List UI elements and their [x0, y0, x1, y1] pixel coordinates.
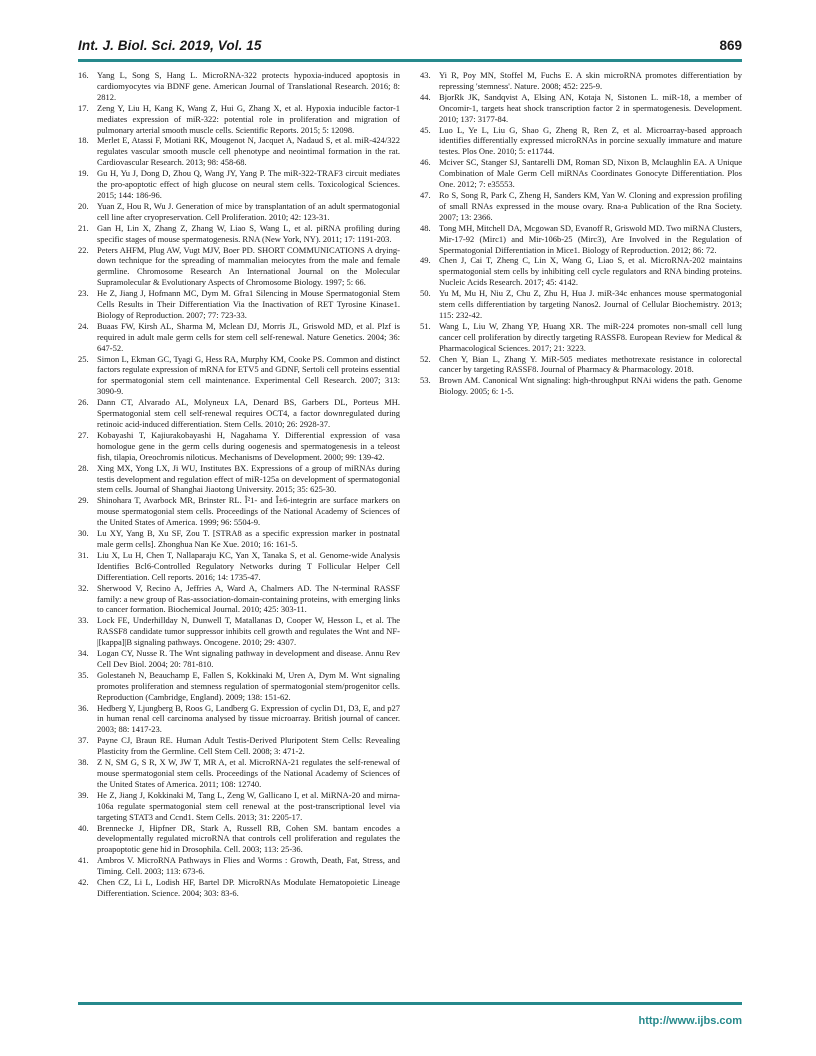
reference-number: 37. — [78, 735, 89, 746]
reference-number: 30. — [78, 528, 89, 539]
reference-item — [78, 877, 400, 899]
reference-text: Zeng Y, Liu H, Kang K, Wang Z, Hui G, Zhang X, et al. Hypoxia inducible factor-1 mediates expression of miR-322: potential role in proliferation and migration of pulmonary arterial smooth muscle cells. Scientific Reports. 2015; 5: 12098. — [97, 102, 400, 135]
reference-text: Yu M, Mu H, Niu Z, Chu Z, Zhu H, Hua J. miR-34c enhances mouse spermatogonial stem cells differentiation by targeting Nanos2. Journal of Cellular Biochemistry. 2013; 115: 232-42. — [439, 288, 742, 320]
reference-number: 52. — [420, 353, 431, 364]
reference-item — [78, 168, 400, 201]
reference-text: Yi R, Poy MN, Stoffel M, Fuchs E. A skin microRNA promotes differentiation by repressing 'stemness'. Nature. 2008; 452: 225-9. — [439, 70, 742, 91]
reference-text: He Z, Jiang J, Kokkinaki M, Tang L, Zeng W, Gallicano I, et al. MiRNA-20 and mirna-106a regulate spermatogonial stem cell renewal at the post-transcriptional level via targeting STAT3 and Ccnd1. Stem Cells. 2013; 31: 2205-17. — [97, 789, 400, 822]
reference-item — [420, 190, 742, 223]
reference-number: 33. — [78, 615, 89, 626]
reference-number: 35. — [78, 669, 89, 680]
reference-item — [78, 321, 400, 354]
reference-item — [78, 463, 400, 496]
reference-text: Chen Y, Bian L, Zhang Y. MiR-505 mediates methotrexate resistance in colorectal cancer by targeting RASSF8. Journal of Pharmacy & Pharmacology. 2018. — [439, 353, 742, 375]
reference-text: Liu X, Lu H, Chen T, Nallaparaju KC, Yan X, Tanaka S, et al. Genome-wide Analysis Identifies Bcl6-Controlled Regulatory Networks during T Follicular Helper Cell Differentiation. Cell reports. 2016; 14: 1735-47. — [97, 549, 400, 582]
reference-text: Merlet E, Atassi F, Motiani RK, Mougenot N, Jacquet A, Nadaud S, et al. miR-424/322 regulates vascular smooth muscle cell phenotype and neointimal formation in the rat. Cardiovascular Research. 2013; 98: 458-68. — [97, 135, 400, 168]
reference-item — [78, 823, 400, 856]
reference-text: Tong MH, Mitchell DA, Mcgowan SD, Evanoff R, Griswold MD. Two miRNA Clusters, Mir-17-92 (Mirc1) and Mir-106b-25 (Mirc3), Are Involved in the Regulation of Spermatogonial Differentiation in Mice1. Biology of Reproduction. 2012; 86: 72. — [439, 222, 742, 255]
reference-text: Gan H, Lin X, Zhang Z, Zhang W, Liao S, Wang L, et al. piRNA profiling during specific stages of mouse spermatogenesis. RNA (New York, NY). 2011; 17: 1191-203. — [97, 222, 400, 244]
reference-number: 17. — [78, 102, 89, 113]
reference-item — [420, 125, 742, 158]
journal-url-link[interactable]: http://www.ijbs.com — [638, 1015, 742, 1027]
reference-number: 40. — [78, 822, 89, 833]
reference-text: Hedberg Y, Ljungberg B, Roos G, Landberg G. Expression of cyclin D1, D3, E, and p27 in human renal cell carcinoma analysed by tissue microarray. British journal of cancer. 2003; 88: 1417-23. — [97, 702, 400, 735]
reference-number: 28. — [78, 462, 89, 473]
reference-number: 22. — [78, 244, 89, 255]
reference-text: Brennecke J, Hipfner DR, Stark A, Russell RB, Cohen SM. bantam encodes a developmentally regulated microRNA that controls cell proliferation and regulates the proapoptotic gene hid in Drosophila. Cell. 2003; 113: 25-36. — [97, 822, 400, 855]
reference-text: Buaas FW, Kirsh AL, Sharma M, Mclean DJ, Morris JL, Griswold MD, et al. Plzf is required in adult male germ cells for stem cell self-renewal. Nature Genetics. 2004; 36: 647-52. — [97, 320, 400, 353]
reference-number: 51. — [420, 320, 431, 331]
page-footer — [78, 1011, 742, 1029]
reference-item — [78, 757, 400, 790]
reference-text: Logan CY, Nusse R. The Wnt signaling pathway in development and disease. Annu Rev Cell Dev Biol. 2004; 20: 781-810. — [97, 648, 400, 669]
reference-item — [78, 790, 400, 823]
reference-number: 41. — [78, 855, 89, 866]
reference-text: Chen J, Cai T, Zheng C, Lin X, Wang G, Liao S, et al. MicroRNA-202 maintains spermatogonial stem cells by inhibiting cell cycle regulators and RNA binding proteins. Nucleic Acids Research. 2017; 45: 4142. — [439, 255, 742, 288]
reference-text: Sherwood V, Recino A, Jeffries A, Ward A, Chalmers AD. The N-terminal RASSF family: a new group of Ras-association-domain-containing proteins, with emerging links to cancer formation. Biochemical Journal. 2010; 425: 303-11. — [97, 582, 400, 615]
reference-item — [78, 103, 400, 136]
reference-number: 29. — [78, 495, 89, 506]
reference-text: He Z, Jiang J, Hofmann MC, Dym M. Gfra1 Silencing in Mouse Spermatogonial Stem Cells Results in Their Differentiation Via the Inactivation of RET Tyrosine Kinase1. Biology of Reproduction. 2007; 77: 723-33. — [97, 288, 400, 320]
reference-item — [78, 550, 400, 583]
reference-text: Kobayashi T, Kajiurakobayashi H, Nagahama Y. Differential expression of vasa homologue gene in the germ cells during oogenesis and spermatogenesis in a teleost fish, tilapia, Oreochromis niloticus. Mechanisms of Development. 2000; 99: 139-42. — [97, 429, 400, 462]
reference-text: Simon L, Ekman GC, Tyagi G, Hess RA, Murphy KM, Cooke PS. Common and distinct factors regulate expression of mRNA for ETV5 and GDNF, Sertoli cell proteins essential for spermatogonial stem cell maintenance. Experimental Cell Research. 2007; 313: 3090-9. — [97, 353, 400, 397]
reference-item — [420, 288, 742, 321]
reference-text: Payne CJ, Braun RE. Human Adult Testis-Derived Pluripotent Stem Cells: Revealing Plasticity from the Germline. Cell Stem Cell. 2008; 3: 471-2. — [97, 735, 400, 757]
reference-item — [78, 430, 400, 463]
reference-item — [78, 648, 400, 670]
references-column-right — [420, 70, 742, 899]
reference-item — [78, 670, 400, 703]
reference-number: 39. — [78, 789, 89, 800]
reference-item — [78, 495, 400, 528]
footer-rule — [78, 1002, 742, 1005]
reference-number: 31. — [78, 549, 89, 560]
reference-number: 44. — [420, 91, 431, 102]
reference-number: 47. — [420, 189, 431, 200]
reference-item — [78, 288, 400, 321]
reference-text: Peters AHFM, Plug AW, Vugt MJV, Boer PD. SHORT COMMUNICATIONS A drying-down technique for the spreading of mammalian meiocytes from the male and female germline. Chromosome Research An International Journal on the Molecular Supramolecular & Evolutionary Aspects of Chromosome Biology. 1997; 5: 66. — [97, 244, 400, 288]
reference-number: 42. — [78, 877, 89, 888]
references-column-left — [78, 70, 400, 899]
reference-item — [420, 157, 742, 190]
reference-text: Shinohara T, Avarbock MR, Brinster RL. Î²1- and Î±6-integrin are surface markers on mouse spermatogonial stem cells. Proceedings of the National Academy of Sciences of the United States of America. 1999; 96: 5504-9. — [97, 495, 400, 528]
reference-item — [420, 223, 742, 256]
reference-number: 20. — [78, 200, 89, 211]
reference-number: 23. — [78, 288, 89, 299]
reference-number: 36. — [78, 702, 89, 713]
reference-number: 19. — [78, 168, 89, 179]
reference-number: 24. — [78, 320, 89, 331]
reference-text: Ro S, Song R, Park C, Zheng H, Sanders KM, Yan W. Cloning and expression profiling of small RNAs expressed in the mouse ovary. Rna-a Publication of the Rna Society. 2007; 13: 2366. — [439, 189, 742, 222]
reference-item — [420, 321, 742, 354]
reference-text: Dann CT, Alvarado AL, Molyneux LA, Denard BS, Garbers DL, Porteus MH. Spermatogonial stem cell self-renewal requires OCT4, a factor downregulated during retinoic acid-induced differentiation. Stem Cells. 2010; 26: 2928-37. — [97, 397, 400, 429]
reference-number: 25. — [78, 353, 89, 364]
reference-item — [420, 354, 742, 376]
header-rule — [78, 59, 742, 62]
reference-text: Xing MX, Yong LX, Ji WU, Institutes BX. Expressions of a group of miRNAs during testis development and regulation effect of miR-125a on development of spermatogonial stem cells. Journal of Shanghai Jiaotong University. 2015; 35: 625-30. — [97, 462, 400, 495]
reference-text: Golestaneh N, Beauchamp E, Fallen S, Kokkinaki M, Uren A, Dym M. Wnt signaling promotes proliferation and stemness regulation of spermatogonial stem/progenitor cells. Reproduction (Cambridge, England). 2009; 138: 151-62. — [97, 669, 400, 702]
reference-item — [420, 70, 742, 92]
reference-item — [78, 583, 400, 616]
reference-number: 21. — [78, 222, 89, 233]
reference-number: 45. — [420, 124, 431, 135]
reference-item — [78, 528, 400, 550]
reference-number: 46. — [420, 157, 431, 168]
reference-number: 34. — [78, 648, 89, 659]
reference-number: 16. — [78, 70, 89, 80]
reference-text: Chen CZ, Li L, Lodish HF, Bartel DP. MicroRNAs Modulate Hematopoietic Lineage Differentiation. Science. 2004; 303: 83-6. — [97, 877, 400, 898]
reference-item — [420, 255, 742, 288]
reference-item — [78, 70, 400, 103]
reference-number: 43. — [420, 70, 431, 80]
reference-item — [78, 201, 400, 223]
references-section — [78, 70, 742, 899]
reference-item — [78, 245, 400, 289]
reference-item — [78, 397, 400, 430]
reference-text: Yang L, Song S, Hang L. MicroRNA-322 protects hypoxia-induced apoptosis in cardiomyocytes via BDNF gene. American Journal of Translational Research. 2016; 8: 2812. — [97, 70, 400, 102]
reference-text: Gu H, Yu J, Dong D, Zhou Q, Wang JY, Yang P. The miR-322-TRAF3 circuit mediates the pro-apoptotic effect of high glucose on neural stem cells. Toxicological Sciences. 2015; 144: 186-96. — [97, 168, 400, 200]
reference-item — [78, 615, 400, 648]
reference-text: Mciver SC, Stanger SJ, Santarelli DM, Roman SD, Nixon B, Mclaughlin EA. A Unique Combination of Male Germ Cell miRNAs Coordinates Gonocyte Differentiation. Plos One. 2012; 7: e35553. — [439, 157, 742, 190]
reference-number: 38. — [78, 757, 89, 768]
reference-number: 18. — [78, 135, 89, 146]
reference-text: Lu XY, Yang B, Xu SF, Zou T. [STRA8 as a specific expression marker in postnatal male germ cells]. Zhonghua Nan Ke Xue. 2010; 16: 161-5. — [97, 528, 400, 549]
reference-item — [78, 135, 400, 168]
reference-number: 32. — [78, 582, 89, 593]
reference-number: 26. — [78, 397, 89, 408]
reference-item — [78, 354, 400, 398]
reference-text: Wang L, Liu W, Zhang YP, Huang XR. The miR-224 promotes non-small cell lung cancer cell proliferation by directly targeting RASSF8. European Review for Medical & Pharmacological Sciences. 2017; 21: 3223. — [439, 320, 742, 353]
reference-item — [420, 92, 742, 125]
reference-text: BjorRk JK, Sandqvist A, Elsing AN, Kotaja N, Sistonen L. miR-18, a member of Oncomir-1, targets heat shock transcription factor 2 in spermatogenesis. Development. 2010; 137: 3177-84. — [439, 91, 742, 124]
reference-item — [78, 703, 400, 736]
reference-text: Brown AM. Canonical Wnt signaling: high-throughput RNAi widens the path. Genome Biology. 2005; 6: 1-5. — [439, 375, 742, 397]
reference-number: 50. — [420, 288, 431, 299]
reference-number: 53. — [420, 375, 431, 386]
reference-text: Yuan Z, Hou R, Wu J. Generation of mice by transplantation of an adult spermatogonial cell line after cryopreservation. Cell Proliferation. 2010; 42: 123-31. — [97, 200, 400, 222]
reference-item — [78, 735, 400, 757]
reference-text: Ambros V. MicroRNA Pathways in Flies and Worms : Growth, Death, Fat, Stress, and Timing. Cell. 2003; 113: 673-6. — [97, 855, 400, 877]
reference-number: 48. — [420, 222, 431, 233]
reference-item — [420, 375, 742, 397]
page-header — [78, 38, 742, 53]
reference-text: Z N, SM G, S R, X W, JW T, MR A, et al. MicroRNA-21 regulates the self-renewal of mouse spermatogonial stem cells. Proceedings of the National Academy of Sciences of the United States of America. 2011; 108: 12740. — [97, 757, 400, 789]
reference-item — [78, 223, 400, 245]
reference-item — [78, 855, 400, 877]
reference-text: Lock FE, Underhillday N, Dunwell T, Matallanas D, Cooper W, Hesson L, et al. The RASSF8 candidate tumor suppressor inhibits cell growth and regulates the Wnt and NF- |[kappa]|B signaling pathways. Oncogene. 2010; 29: 4307. — [97, 615, 400, 648]
reference-number: 27. — [78, 429, 89, 440]
page-number: 869 — [719, 38, 742, 53]
reference-number: 49. — [420, 255, 431, 266]
journal-title: Int. J. Biol. Sci. 2019, Vol. 15 — [78, 38, 262, 53]
reference-text: Luo L, Ye L, Liu G, Shao G, Zheng R, Ren Z, et al. Microarray-based approach identifies differentially expressed microRNAs in porcine sexually immature and mature testes. Plos One. 2010; 5: e11744. — [439, 124, 742, 157]
